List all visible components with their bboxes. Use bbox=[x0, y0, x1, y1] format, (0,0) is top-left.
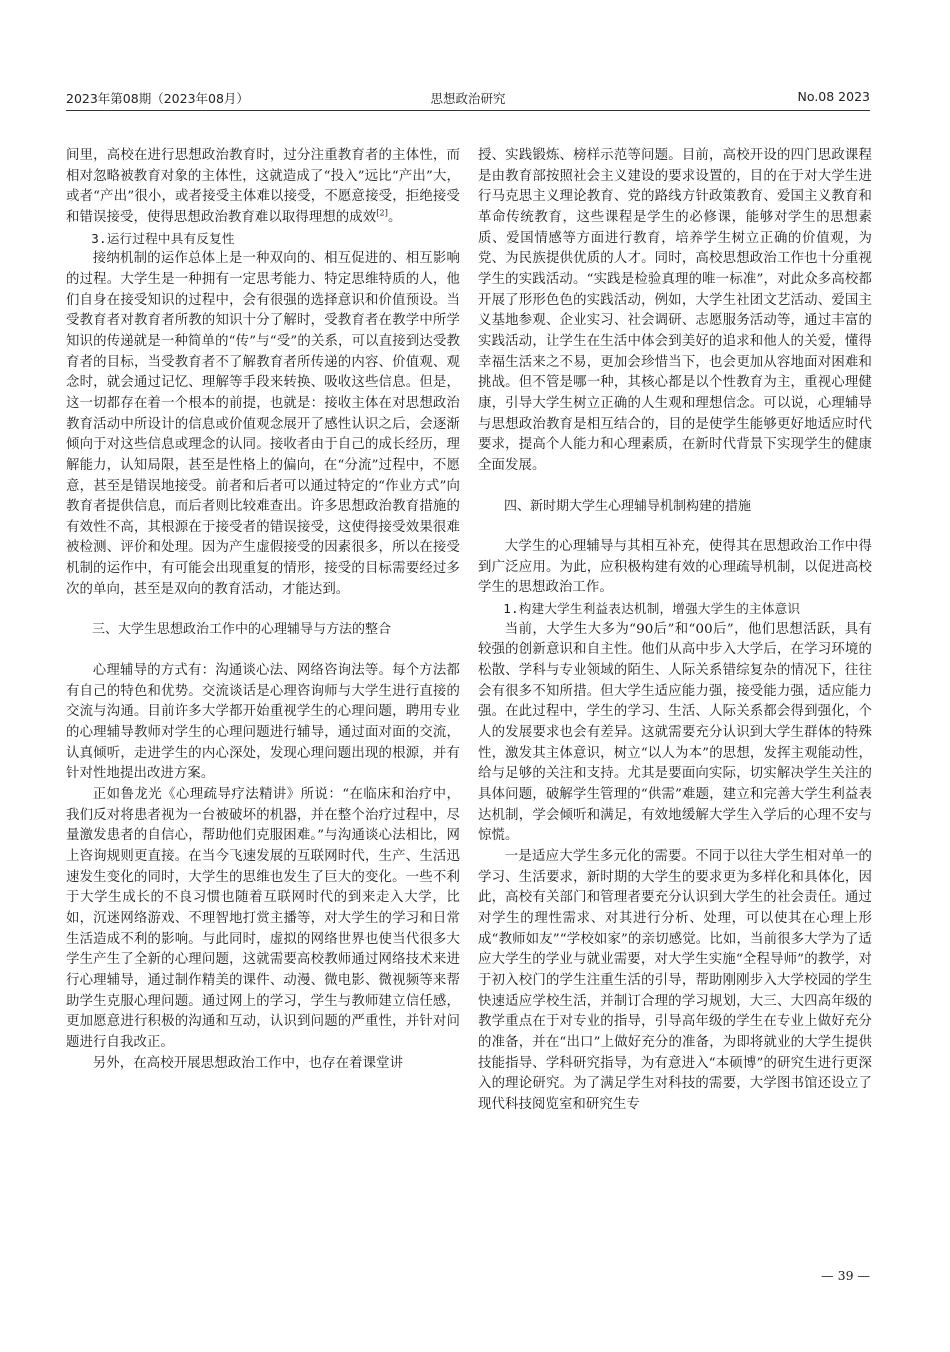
paragraph: 心理辅导的方式有：沟通谈心法、网络咨询法等。每个方法都有自己的特色和优势。交流谈话是心理咨询师与大学生进行直接的交流与沟通。目前许多大学都开始重视学生的心理问题，聘用专业的心理辅导教师对学生的心理问题进行辅导，通过面对面的交流，认真倾听，走进学生的内心深处，发现心理问题出现的根源，并有针对性地提出改进方案。 bbox=[66, 663, 460, 782]
subsection-heading: 1.构建大学生利益表达机制，增强大学生的主体意识 bbox=[503, 601, 801, 617]
paragraph: 另外，在高校开展思想政治工作中，也存在着课堂讲 bbox=[92, 1055, 404, 1071]
paragraph: 接纳机制的运作总体上是一种双向的、相互促进的、相互影响的过程。大学生是一种拥有一定思考能力、特定思维特质的人，他们自身在接受知识的过程中，会有很强的选择意识和价值预设。当受教育者对教育者所教的知识十分了解时，受教育者在教学中所学知识的传递就是一种简单的“传”与“受”的关系，可以直接到达受教育者的目标，当受教育者不了解教育者所传递的内容、价值观、观念时，就会通过记忆、理解等手段来转换、吸收这些信息。但是，这一切都存在着一个根本的前提，也就是：接收主体在对思想政治教育活动中所设计的信息或价值观念展开了感性认识之后，会逐渐倾向于对这些信息或理念的认同。接收者由于自己的成长经历，理解能力，认知局限，甚至是性格上的偏向，在“分流”过程中，不愿意，甚至是错误地接受。前者和后者可以通过特定的“作业方式”向教育者提供信息，而后者则比较难查出。许多思想政治教育措施的有效性不高，其根源在于接受者的错误接受，这使得接受效果很难被检测、评价和处理。因为产生虚假接受的因素很多，所以在接受机制的运作中，有可能会出现重复的情形，接受的目标需要经过多次的单向，甚至是双向的教育活动，才能达到。 bbox=[66, 251, 460, 597]
paragraph-end: 。 bbox=[387, 209, 402, 225]
paragraph bbox=[66, 146, 460, 229]
right-column bbox=[478, 146, 872, 1116]
section-heading: 三、大学生思想政治工作中的心理辅导与方法的整合 bbox=[92, 622, 392, 638]
paragraph: 大学生的心理辅导与其相互补充，使得其在思想政治工作中得到广泛应用。为此，应积极构建有效的心理疏导机制，以促进高校学生的思想政治工作。 bbox=[478, 539, 872, 596]
paragraph: 正如鲁龙光《心理疏导疗法精讲》所说：“在临床和治疗中，我们反对将患者视为一台被破坏的机器，并在整个治疗过程中，尽量激发患者的自信心，帮助他们克服困难。”与沟通谈心法相比，网上咨询规则更直接。在当今飞速发展的互联网时代，生产、生活迅速发生变化的同时，大学生的思维也发生了巨大的变化。一些不利于大学生成长的不良习惯也随着互联网时代的到来走入大学，比如，沉迷网络游戏、不理智地打赏主播等，对大学生的学习和日常生活造成不利的影响。与此同时，虚拟的网络世界也使当代很多大学生产生了全新的心理问题，这就需要高校教师通过网络技术来进行心理辅导，通过制作精美的课件、动漫、微电影、微视频等来帮助学生克服心理问题。通过网上的学习，学生与教师建立信任感，更加愿意进行积极的沟通和互动，认识到问题的严重性，并针对问题进行自我改正。 bbox=[66, 787, 460, 1050]
header-issue: 2023年第08期（2023年08月） bbox=[66, 91, 249, 106]
running-header bbox=[66, 86, 870, 108]
header-issue-number: No.08 2023 bbox=[797, 89, 870, 104]
paragraph: 授、实践锻炼、榜样示范等问题。目前，高校开设的四门思政课程是由教育部按照社会主义建设的要求设置的，目的在于对大学生进行马克思主义理论教育、党的路线方针政策教育、爱国主义教育和革命传统教育，这些课程是学生的必修课，能够对学生的思想素质、爱国情感等方面进行教育，培养学生树立正确的价值观，为党、为民族提供优质的人才。同时，高校思想政治工作也十分重视学生的实践活动。“实践是检验真理的唯一标准”，对此众多高校都开展了形形色色的实践活动，例如，大学生社团文艺活动、爱国主义基地参观、企业实习、社会调研、志愿服务活动等，通过丰富的实践活动，让学生在生活中体会到美好的追求和他人的关爱，懂得幸福生活来之不易，更加会珍惜当下，也会更加从容地面对困难和挑战。但不管是哪一种，其核心都是以个性教育为主，重视心理健康，引导大学生树立正确的人生观和理想信念。可以说，心理辅导与思想政治教育是相互结合的，目的是使学生能够更好地适应时代要求，提高个人能力和心理素质，在新时代背景下实现学生的健康全面发展。 bbox=[478, 148, 872, 473]
subsection-heading: 3.运行过程中具有反复性 bbox=[91, 230, 235, 246]
paragraph: 一是适应大学生多元化的需要。不同于以往大学生相对单一的学习、生活要求，新时期的大学生的要求更为多样化和具体化，因此，高校有关部门和管理者要充分认识到大学生的社会责任。通过对学生的理性需求、对其进行分析、处理，可以使其在心理上形成“教师如友”“学校如家”的亲切感觉。比如，当前很多大学为了适应大学生的学业与就业需要，对大学生实施“全程导师”的教学，对于初入校门的学生注重生活的引导，帮助刚刚步入大学校园的学生快速适应学校生活，并制订合理的学习规划，大三、大四高年级的教学重点在于对专业的指导，引导高年级的学生在专业上做好充分的准备，并在“出口”上做好充分的准备，为即将就业的大学生提供技能指导、学科研究指导，为有意进入“本硕博”的研究生进行更深入的理论研究。为了满足学生对科技的需要，大学图书馆还设立了现代科技阅览室和研究生专 bbox=[478, 849, 872, 1112]
header-rule bbox=[66, 110, 870, 111]
paragraph-text: 间里，高校在进行思想政治教育时，过分注重教育者的主体性，而相对忽略被教育对象的主体性，这就造成了“投入”远比“产出”大，或者“产出”很小，或者接受主体难以接受，不愿意接受，拒绝接受和错误接受，使得思想政治教育难以取得理想的成效 bbox=[66, 148, 460, 225]
left-column bbox=[66, 146, 460, 1074]
citation-ref: [2] bbox=[376, 208, 388, 218]
header-journal-title: 思想政治研究 bbox=[430, 91, 506, 106]
page-number: — 39 — bbox=[821, 1268, 870, 1283]
section-heading: 四、新时期大学生心理辅导机制构建的措施 bbox=[504, 498, 752, 514]
paragraph: 当前，大学生大多为“90后”和“00后”，他们思想活跃，具有较强的创新意识和自主性。他们从高中步入大学后，在学习环境的松散、学科与专业领域的陌生、人际关系错综复杂的情况下，往往会有很多不知所措。但大学生适应能力强，接受能力强，适应能力强。在此过程中，学生的学习、生活、人际关系都会得到强化，个人的发展要求也会有差异。这就需要充分认识到大学生群体的特殊性，激发其主体意识，树立“以人为本”的思想，发挥主观能动性，给与足够的关注和支持。尤其是要面向实际，切实解决学生关注的具体问题，破解学生管理的“供需”难题，建立和完善大学生利益表达机制，学会倾听和满足，有效地缓解大学生入学后的心理不安与惊慌。 bbox=[478, 621, 872, 844]
